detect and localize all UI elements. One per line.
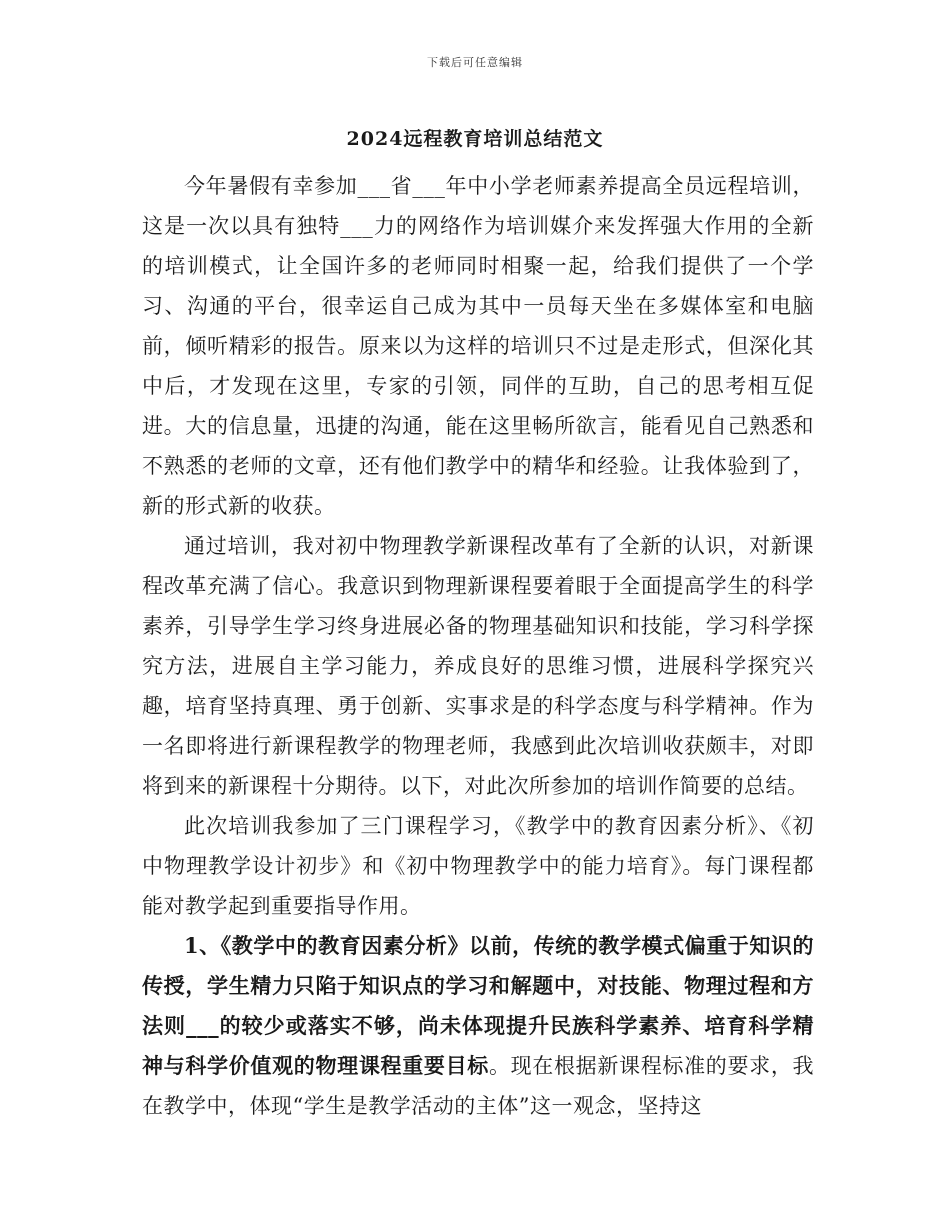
paragraph-3: 此次培训我参加了三门课程学习，《教学中的教育因素分析》、《初中物理教学设计初步》和《初中物理教学中的能力培育》。每门课程都能对教学起到重要指导作用。 <box>142 814 814 918</box>
paragraph-4-text: 。现在根据新课程标准的要求，我在教学中，体现“学生是教学活动的主体”这一观念，坚持这 <box>142 1054 815 1118</box>
paragraph-2: 通过培训，我对初中物理教学新课程改革有了全新的认识，对新课程改革充满了信心。我意识到物理新课程要着眼于全面提高学生的科学素养，引导学生学习终身进展必备的物理基础知识和技能，学习科学探究方法，进展自主学习能力，养成良好的思维习惯，进展科学探究兴趣，培育坚持真理、勇于创新、实事求是的科学态度与科学精神。作为一名即将进行新课程教学的物理老师，我感到此次培训收获颇丰，对即将到来的新课程十分期待。以下，对此次所参加的培训作简要的总结。 <box>142 534 814 798</box>
paragraph-4 <box>142 926 814 1126</box>
paragraph-1: 今年暑假有幸参加___省___年中小学老师素养提高全员远程培训，这是一次以具有独特___力的网络作为培训媒介来发挥强大作用的全新的培训模式，让全国许多的老师同时相聚一起，给我们提供了一个学习、沟通的平台，很幸运自己成为其中一员每天坐在多媒体室和电脑前，倾听精彩的报告。原来以为这样的培训只不过是走形式，但深化其中后，才发现在这里，专家的引领，同伴的互助，自己的思考相互促进。大的信息量，迅捷的沟通，能在这里畅所欲言，能看见自己熟悉和不熟悉的老师的文章，还有他们教学中的精华和经验。让我体验到了，新的形式新的收获。 <box>142 174 814 518</box>
document-body <box>142 166 814 1126</box>
paragraph-4-bold-heading: 1、《教学中的教育因素分析》以前，传统的教学模式偏重于知识的传授，学生精力只陷于知识点的学习和解题中，对技能、物理过程和方法则___的较少或落实不够，尚未体现提升民族科学素养、培育科学精神与科学价值观的物理课程重要目标 <box>142 933 814 1078</box>
document-title: 2024远程教育培训总结范文 <box>346 128 604 150</box>
page-header: 下载后可任意编辑 <box>427 56 523 69</box>
